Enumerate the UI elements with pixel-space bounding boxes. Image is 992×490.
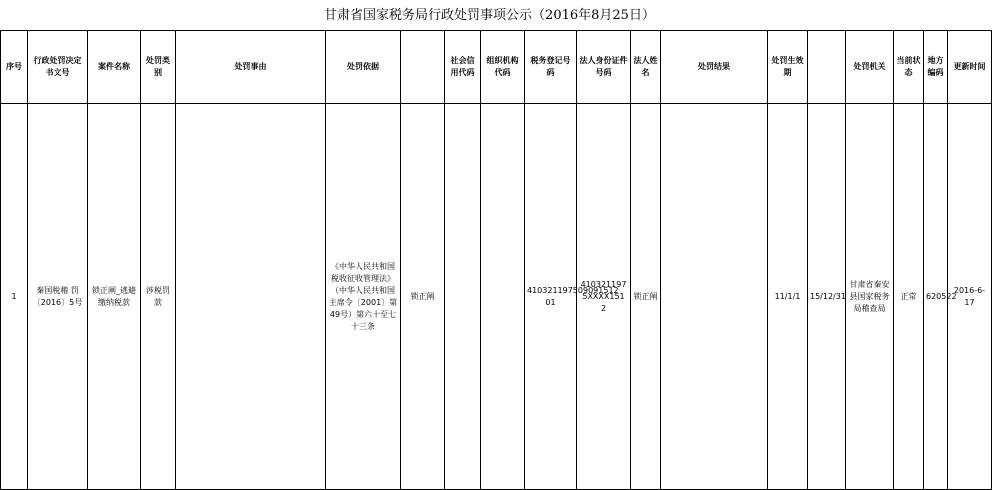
col-header-authority: 处罚机关 — [846, 31, 894, 104]
cell-result — [661, 104, 768, 490]
penalty-table — [0, 30, 992, 490]
cell-org-code — [481, 104, 525, 490]
col-header-effective-date: 处罚生效期 — [768, 31, 808, 104]
col-header-credit-code: 社会信用代码 — [445, 31, 481, 104]
cell-effective-date: 11/1/1 — [768, 104, 808, 490]
cell-legal-name: 锁正阐 — [631, 104, 661, 490]
col-header-legal-name: 法人姓名 — [631, 31, 661, 104]
cell-authority: 甘肃省秦安县国家税务局稽查局 — [846, 104, 894, 490]
cell-legal-id: 410321197 5XXXX151 2 — [577, 104, 631, 490]
col-header-index: 序号 — [1, 31, 28, 104]
page-title: 甘肃省国家税务局行政处罚事项公示（2016年8月25日） — [324, 8, 655, 23]
cell-tax-reg-no: 410321197509091512 01 — [525, 104, 577, 490]
col-header-region-code: 地方编码 — [924, 31, 948, 104]
col-header-org-code: 组织机构代码 — [481, 31, 525, 104]
cell-doc-no: 秦国税稽 罚〔2016〕5号 — [28, 104, 88, 490]
cell-status: 正常 — [894, 104, 924, 490]
col-header-legal-id: 法人身份证件号码 — [577, 31, 631, 104]
cell-updated: 2016-6-17 — [948, 104, 992, 490]
table-row — [1, 104, 992, 490]
cell-reason — [176, 104, 326, 490]
col-header-status: 当前状态 — [894, 31, 924, 104]
cell-end-date: 15/12/31 — [808, 104, 846, 490]
col-header-tax-reg-no: 税务登记号码 — [525, 31, 577, 104]
cell-credit-code — [445, 104, 481, 490]
col-header-case-name: 案件名称 — [88, 31, 141, 104]
col-header-doc-no: 行政处罚决定书文号 — [28, 31, 88, 104]
col-header-basis: 处罚依据 — [326, 31, 401, 104]
col-header-counterparty — [401, 31, 445, 104]
cell-case-name: 锁正阐_逃避缴纳税款 — [88, 104, 141, 490]
col-header-updated: 更新时间 — [948, 31, 992, 104]
col-header-reason: 处罚事由 — [176, 31, 326, 104]
cell-index: 1 — [1, 104, 28, 490]
cell-category: 涉税罚款 — [141, 104, 176, 490]
cell-region-code: 620522 — [924, 104, 948, 490]
cell-counterparty: 锁正阐 — [401, 104, 445, 490]
col-header-category: 处罚类别 — [141, 31, 176, 104]
table-header-row — [1, 31, 992, 104]
cell-basis: 《中华人民共和国税收征收管理法》（中华人民共和国主席令〔2001〕第49号）第六十至七十三条 — [326, 104, 401, 490]
col-header-end-date — [808, 31, 846, 104]
col-header-result: 处罚结果 — [661, 31, 768, 104]
